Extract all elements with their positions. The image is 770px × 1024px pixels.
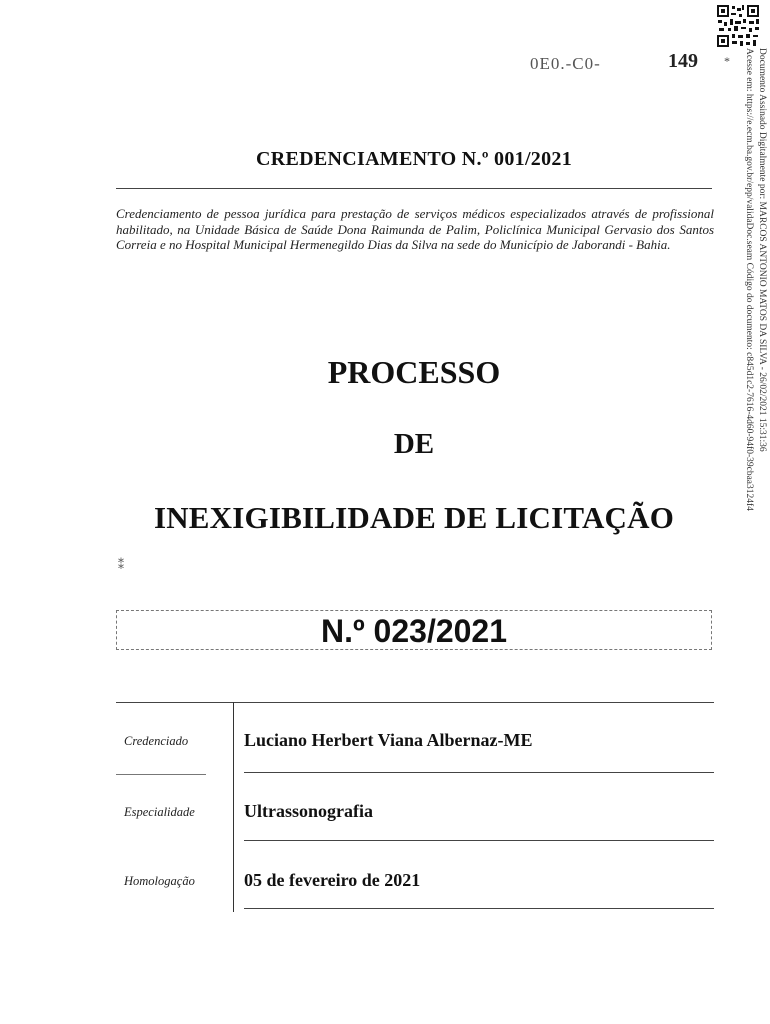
credenciado-label: Credenciado — [124, 734, 189, 748]
main-title-line-3: INEXIGIBILIDADE DE LICITAÇÃO — [153, 500, 675, 535]
credenciamento-title: CREDENCIAMENTO N.º 001/2021 — [255, 148, 573, 170]
info-table — [116, 702, 714, 912]
table-column-divider — [233, 702, 234, 912]
page-mark: * — [724, 54, 730, 68]
title-divider — [116, 188, 712, 189]
homologacao-label: Homologação — [124, 874, 195, 888]
main-title-line-1: PROCESSO — [327, 354, 501, 390]
signature-line-2: Acesse em: https://e.ecm.ba.gov.br/epp/validaDoc.seam Código do documento: c845d1c2-7616-4d60-94f0-39cbaa3124f4 — [744, 48, 754, 511]
homologacao-value: 05 de fevereiro de 2021 — [244, 870, 421, 890]
object-description: Credenciamento de pessoa jurídica para prestação de serviços médicos especializados através de profissional habilitado, na Unidade Básica de Saúde Dona Raimunda de Palim, Policlínica Municipal Gervasio dos Santos Correia e no Hospital Municipal Hermenegildo Dias da Silva na sede do Município de Jaborandi - Bahia. — [116, 206, 714, 252]
page-number: 149 — [668, 50, 698, 72]
digital-signature-band — [740, 48, 768, 518]
table-bottom-rule — [244, 908, 714, 909]
especialidade-value: Ultrassonografia — [244, 801, 373, 821]
table-top-rule — [116, 702, 714, 703]
especialidade-label: Especialidade — [124, 805, 195, 819]
row-divider-label — [116, 774, 206, 775]
credenciado-value: Luciano Herbert Viana Albernaz-ME — [244, 730, 533, 750]
scan-mark: ⁑ — [118, 558, 124, 572]
main-title-line-2: DE — [393, 428, 435, 460]
process-number: N.º 023/2021 — [320, 613, 508, 649]
row-divider — [244, 840, 714, 841]
stamp-document-number: 0E0.-C0- — [530, 54, 601, 73]
row-divider — [244, 772, 714, 773]
signature-line-1: Documento Assinado Digitalmente por: MARCOS ANTONIO MATOS DA SILVA - 26/02/2021 15:31:36 — [757, 48, 767, 452]
qr-code-icon — [716, 4, 760, 48]
